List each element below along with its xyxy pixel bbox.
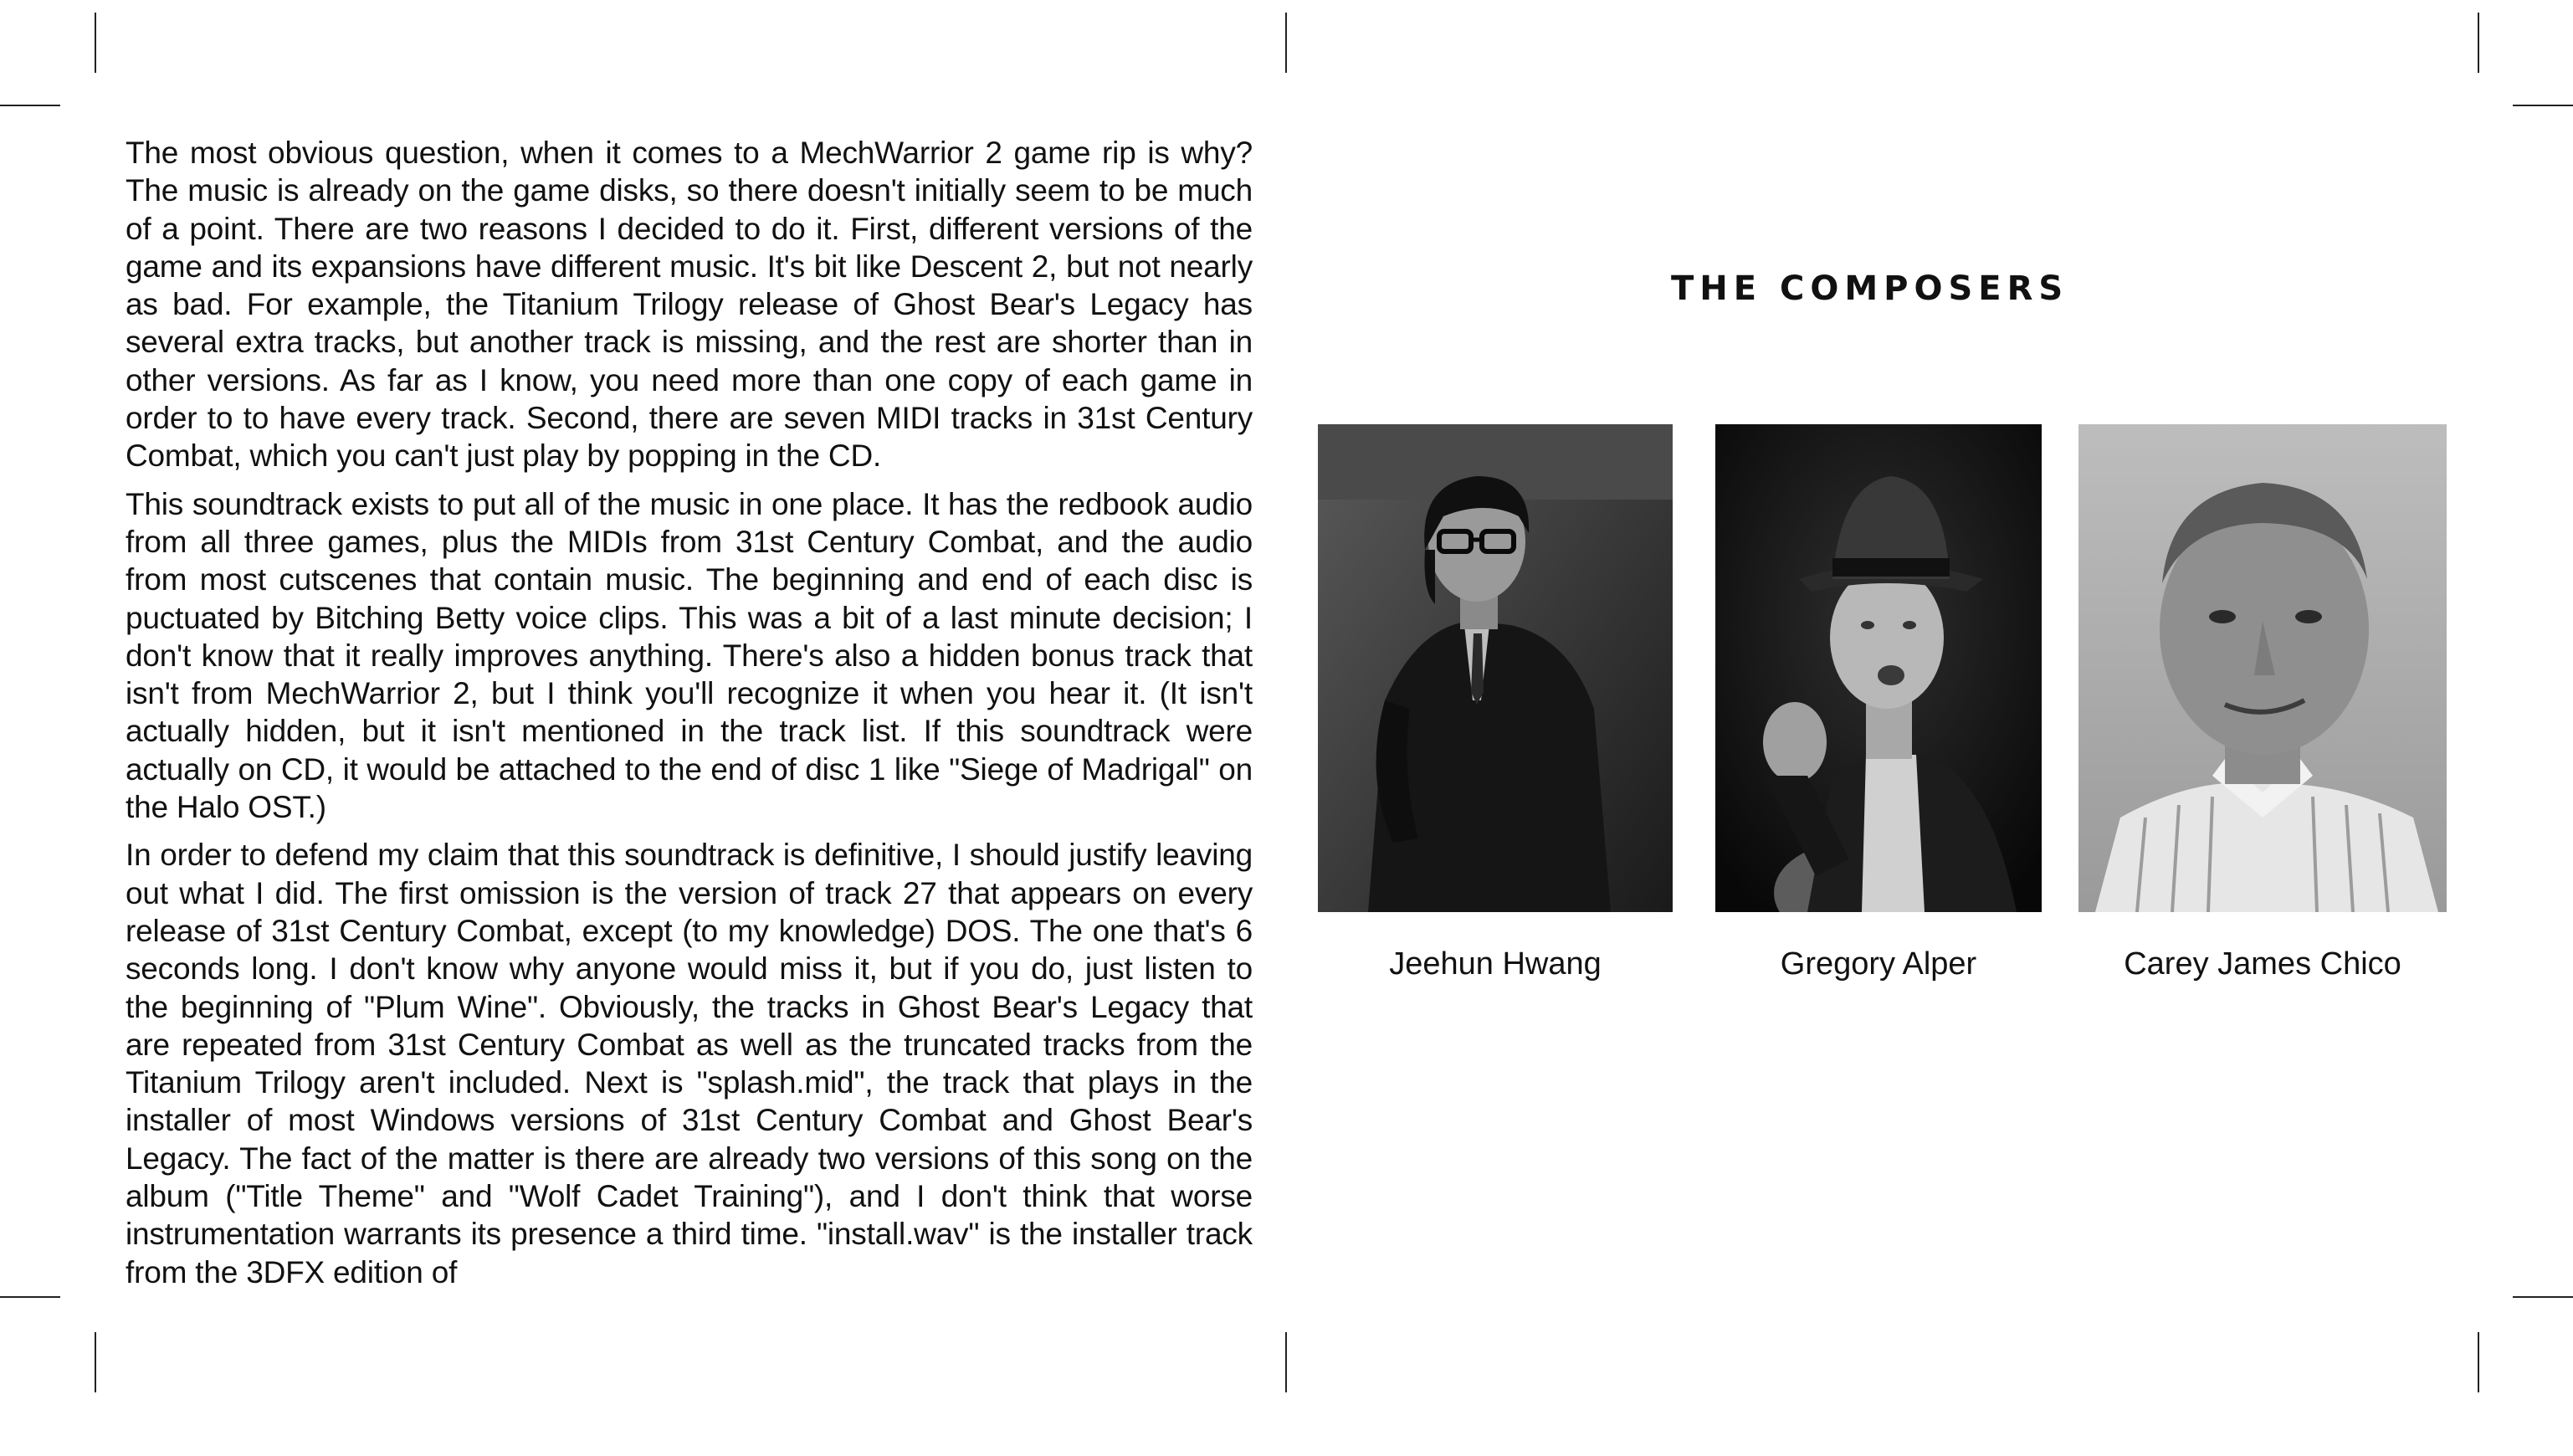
crop-mark	[0, 105, 60, 106]
crop-mark	[0, 1296, 60, 1298]
crop-mark	[1285, 1332, 1287, 1392]
crop-mark	[2513, 105, 2573, 106]
composers-heading: THE COMPOSERS	[1671, 269, 2069, 308]
paragraph: This soundtrack exists to put all of the music in one place. It has the redbook audio from all three games, plus the MIDIs from 31st Century Combat, and the audio from most cutscenes that contain music. The beginning and end of each disc is puctuated by Bitching Betty voice clips. This was a bit of a last minute decision; I don't know that it really improves anything. There's also a hidden bonus track that isn't from MechWarrior 2, but I think you'll recognize it when you hear it. (It isn't actually hidden, but it isn't mentioned in the track list. If this soundtrack were actually on CD, it would be attached to the end of disc 1 like "Siege of Madrigal" on the Halo OST.)	[126, 486, 1253, 825]
crop-mark	[95, 1332, 96, 1392]
composer-photo-hwang	[1318, 424, 1673, 912]
crop-mark	[95, 13, 96, 73]
composer-name: Gregory Alper	[1780, 946, 1977, 982]
composer-photo-alper	[1715, 424, 2042, 912]
crop-mark	[2513, 1296, 2573, 1298]
crop-mark	[2478, 1332, 2479, 1392]
composer-name: Carey James Chico	[2124, 946, 2401, 982]
body-text-column	[126, 134, 1253, 1301]
crop-mark	[1285, 13, 1287, 73]
composer-photo-chico	[2078, 424, 2447, 912]
crop-mark	[2478, 13, 2479, 73]
composer-name: Jeehun Hwang	[1389, 946, 1602, 982]
paragraph: In order to defend my claim that this soundtrack is definitive, I should justify leaving out what I did. The first omission is the version of track 27 that appears on every release of 31st Century Combat, except (to my knowledge) DOS. The one that's 6 seconds long. I don't know why anyone would miss it, but if you do, just listen to the beginning of "Plum Wine". Obviously, the tracks in Ghost Bear's Legacy that are repeated from 31st Century Combat as well as the truncated tracks from the Titanium Trilogy aren't included. Next is "splash.mid", the track that plays in the installer of most Windows versions of 31st Century Combat and Ghost Bear's Legacy. The fact of the matter is there are already two versions of this song on the album ("Title Theme" and "Wolf Cadet Training"), and I don't think that worse instrumentation warrants its presence a third time. "install.wav" is the installer track from the 3DFX edition of	[126, 838, 1253, 1289]
paragraph: The most obvious question, when it comes to a MechWarrior 2 game rip is why? The music is already on the game disks, so there doesn't initially seem to be much of a point. There are two reasons I decided to do it. First, different versions of the game and its expansions have different music. It's bit like Descent 2, but not nearly as bad. For example, the Titanium Trilogy release of Ghost Bear's Legacy has several extra tracks, but another track is missing, and the rest are shorter than in other versions. As far as I know, you need more than one copy of each game in order to to have every track. Second, there are seven MIDI tracks in 31st Century Combat, which you can't just play by popping in the CD.	[126, 136, 1253, 474]
